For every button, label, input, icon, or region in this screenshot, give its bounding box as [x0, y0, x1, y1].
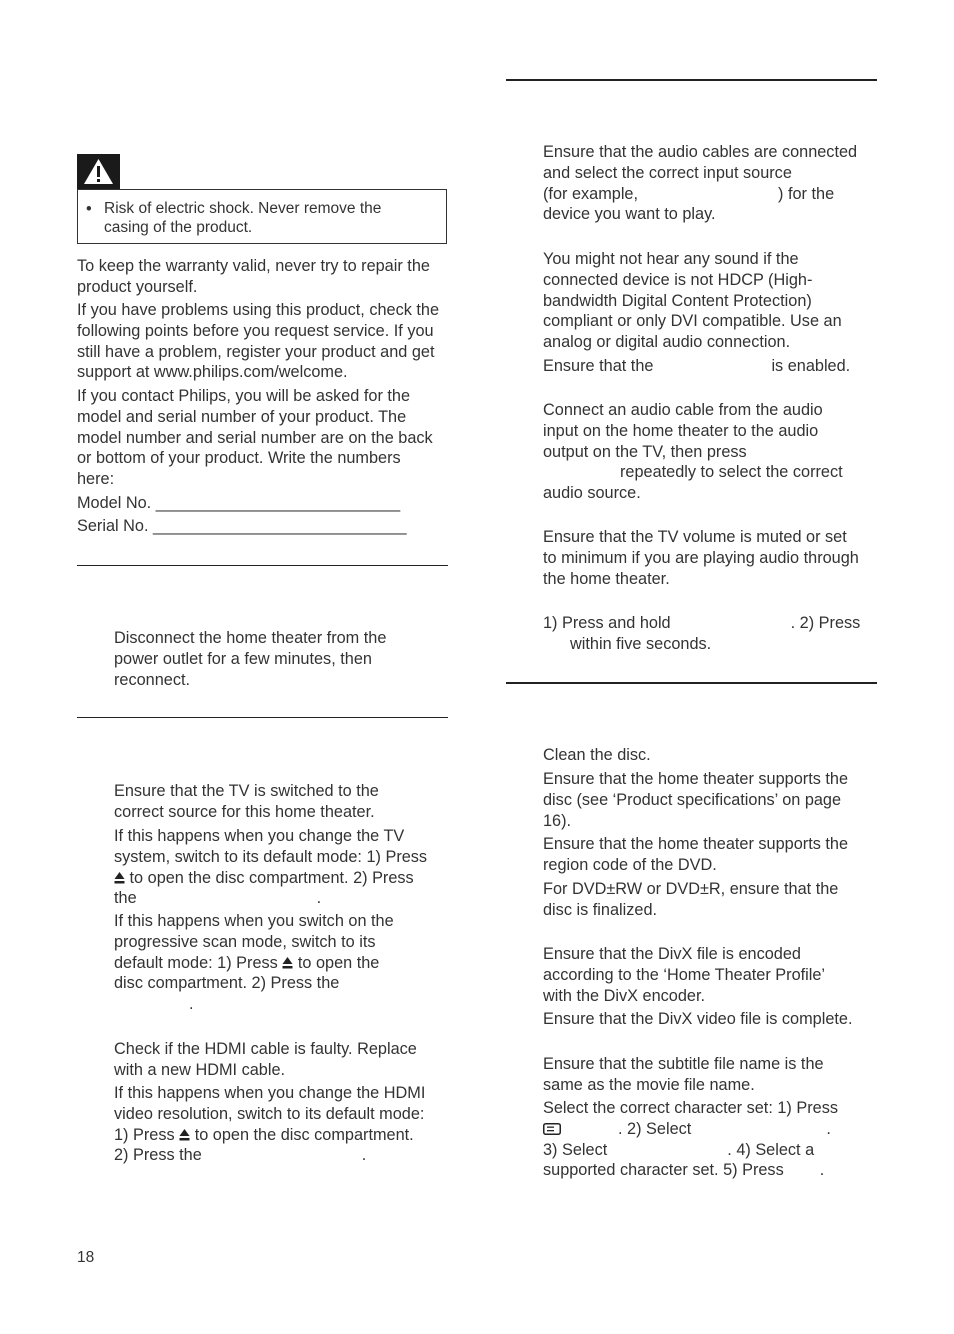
- eject-icon: [114, 871, 125, 884]
- tv-system-text: If this happens when you change the TV system, switch to its default mode: 1) Press to open the disc compartment. 2) Press the .: [114, 827, 428, 908]
- warranty-text: To keep the warranty valid, never try to repair the product yourself.: [77, 257, 430, 296]
- progressive-scan-text: If this happens when you switch on the progressive scan mode, switch to its default mode: 1) Press to open the disc compartment. 2) Press the .: [114, 912, 394, 1014]
- hdmi-resolution-text: If this happens when you change the HDMI video resolution, switch to its default mode: 1) Press to open the disc compartment. 2) Press the .: [114, 1084, 426, 1165]
- eject-icon: [179, 1128, 190, 1141]
- power-text: Disconnect the home theater from the power outlet for a few minutes, then reconnect.: [114, 629, 387, 689]
- serial-number-field: Serial No. ____________________________: [77, 517, 407, 535]
- section-divider: [77, 717, 448, 718]
- enabled-text: Ensure that the is enabled.: [543, 357, 851, 375]
- divx-complete-text: Ensure that the DivX video file is complete.: [543, 1010, 853, 1028]
- charset-text: Select the correct character set: 1) Press . 2) Select . 3) Select . 4) Select a supported character set. 5) Press .: [543, 1099, 838, 1180]
- supports-disc-text: Ensure that the home theater supports the disc (see ‘Product specifications’ on page 16).: [543, 770, 849, 830]
- tv-source-text: Ensure that the TV is switched to the correct source for this home theater.: [114, 782, 379, 821]
- hdmi-cable-text: Check if the HDMI cable is faulty. Replace with a new HDMI cable.: [114, 1040, 417, 1079]
- press-hold-text: 1) Press and hold . 2) Press within five seconds.: [543, 614, 861, 653]
- section-divider: [506, 79, 877, 81]
- volume-text: Ensure that the TV volume is muted or set to minimum if you are playing audio through the home theater.: [543, 528, 859, 588]
- audio-input-text: Connect an audio cable from the audio input on the home theater to the audio output on the TV, then press repeatedly to select the correct audio source.: [543, 401, 843, 503]
- clean-disc-text: Clean the disc.: [543, 746, 651, 764]
- finalized-text: For DVD±RW or DVD±R, ensure that the disc is finalized.: [543, 880, 839, 919]
- divx-encoded-text: Ensure that the DivX file is encoded according to the ‘Home Theater Profile’ with the DivX encoder.: [543, 945, 826, 1005]
- warning-text: Risk of electric shock. Never remove the casing of the product.: [104, 200, 382, 236]
- subtitle-text: Ensure that the subtitle file name is the same as the movie file name.: [543, 1055, 824, 1094]
- contact-text: If you contact Philips, you will be asked for the model and serial number of your product. The model number and serial number are on the back or bottom of your product. Write the numbers here:: [77, 387, 433, 489]
- warning-bullet: •: [86, 200, 92, 218]
- region-code-text: Ensure that the home theater supports the region code of the DVD.: [543, 835, 849, 874]
- options-menu-icon: [543, 1123, 561, 1135]
- problems-text: If you have problems using this product, check the following points before you request service. If you still have a problem, register your product and get support at www.philips.com/welcome.: [77, 301, 440, 382]
- page-number: 18: [77, 1249, 95, 1266]
- model-number-field: Model No. ___________________________: [77, 494, 401, 512]
- audio-cables-text: Ensure that the audio cables are connected and select the correct input source (for example, ) for the device you want to play.: [543, 143, 858, 224]
- section-divider: [77, 565, 448, 566]
- hdcp-text: You might not hear any sound if the connected device is not HDCP (High- bandwidth Digital Content Protection) compliant or only DVI compatible. Use an analog or digital audio connection.: [543, 250, 842, 352]
- eject-icon: [282, 956, 293, 969]
- warning-triangle-icon: [77, 154, 120, 189]
- section-divider: [506, 682, 877, 684]
